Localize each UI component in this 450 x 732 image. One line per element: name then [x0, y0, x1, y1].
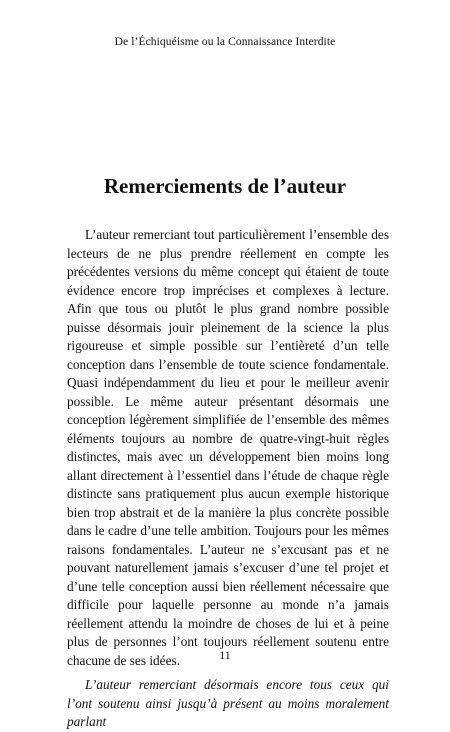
paragraph-italic: L’auteur remerciant désormais encore tous ceux qui l’ont soutenu ainsi jusqu’à présent au moins moralement parlant	[67, 677, 389, 729]
chapter-title: Remerciements de l’auteur	[103, 174, 347, 198]
running-header: De l’Échiquéisme ou la Connaissance Interdite	[114, 36, 336, 48]
page-number: 11	[219, 648, 231, 662]
paragraph: L’auteur remerciant tout particulièrement l’ensemble des lecteurs de ne plus prendre réellement en compte les précédentes versions du même concept qui étaient de toute évidence encore trop imprécises et complexes à lecture. Afin que tous ou plutôt le plus grand nombre possible puisse désormais jouir pleinement de la science la plus rigoureuse et simple possible sur l’entièreté d’un telle conception dans l’ensemble de toute science fondamentale. Quasi indépendamment du lieu et pour le meilleur avenir possible. Le même auteur présentant désormais une conception légèrement simplifiée de l’ensemble des mêmes éléments toujours au nombre de quatre-vingt-huit règles distinctes, mais avec un développement bien moins long allant directement à l’essentiel dans l’étude de chaque règle distincte sans pratiquement plus aucun exemple historique bien trop abstrait et de la manière la plus concrète possible dans le cadre d’une telle ambition. Toujours pour les mêmes raisons fondamentales. L’auteur ne s’excusant pas et ne pouvant naturellement jamais s’excuser d’une tel projet et d’une telle conception aussi bien réellement nécessaire que difficile pour laquelle personne au monde n’a jamais réellement attendu la moindre de choses de lui et à peine plus de personnes l’ont toujours réellement soutenu entre chacune de ses idées.	[67, 227, 389, 668]
